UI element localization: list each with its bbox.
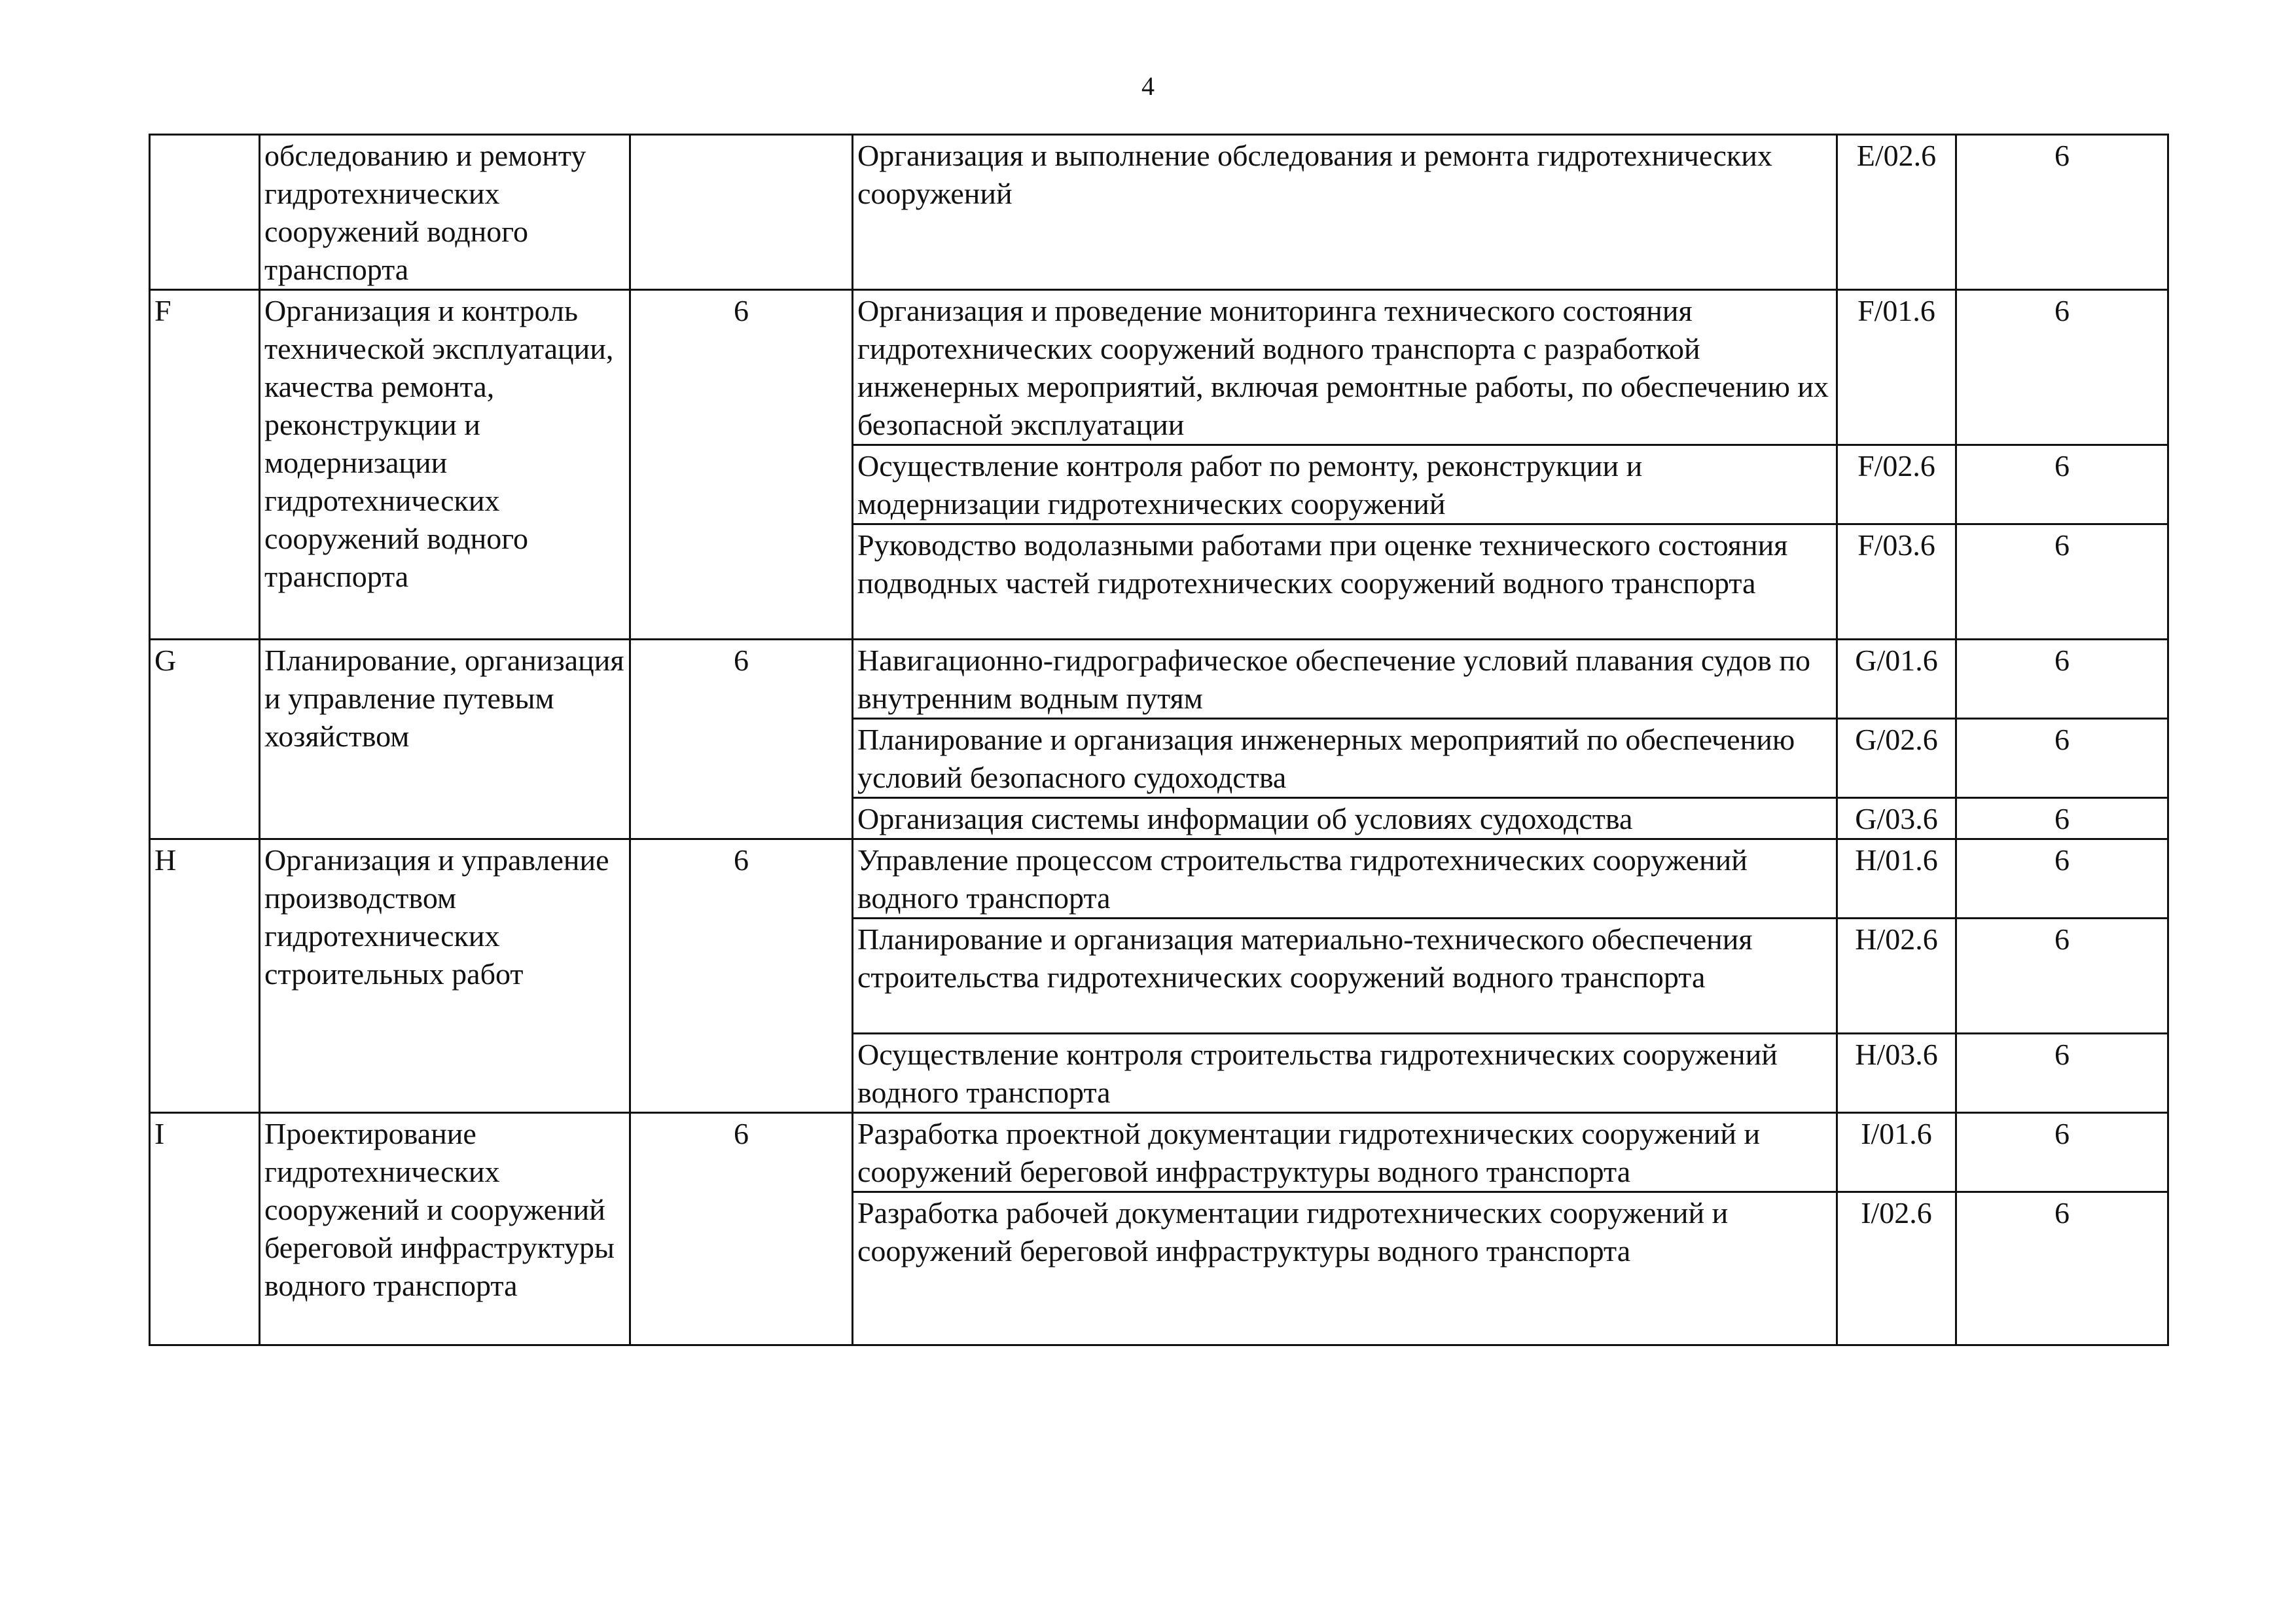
function-level: 6 xyxy=(1956,798,2168,839)
function-name: Организация и проведение мониторинга технического состояния гидротехнических сооружений водного транспорта с разработкой инженерных мероприятий, включая ремонтные работы, по обеспечению их безопасной эксплуатации xyxy=(853,290,1837,445)
function-code: F/03.6 xyxy=(1837,524,1956,640)
group-code: I xyxy=(150,1113,260,1345)
function-code: F/02.6 xyxy=(1837,445,1956,524)
group-level: 6 xyxy=(630,839,853,1113)
function-name: Разработка проектной документации гидротехнических сооружений и сооружений береговой инфраструктуры водного транспорта xyxy=(853,1113,1837,1192)
group-level: 6 xyxy=(630,640,853,839)
group-name: Планирование, организация и управление путевым хозяйством xyxy=(260,640,630,839)
table-row xyxy=(150,1113,2168,1192)
group-name: Проектирование гидротехнических сооружений и сооружений береговой инфраструктуры водного транспорта xyxy=(260,1113,630,1345)
function-level: 6 xyxy=(1956,290,2168,445)
table-row xyxy=(150,290,2168,445)
function-name: Руководство водолазными работами при оценке технического состояния подводных частей гидротехнических сооружений водного транспорта xyxy=(853,524,1837,640)
group-code: G xyxy=(150,640,260,839)
group-name: обследованию и ремонту гидротехнических сооружений водного транспорта xyxy=(260,135,630,290)
function-level: 6 xyxy=(1956,640,2168,719)
function-code: F/01.6 xyxy=(1837,290,1956,445)
function-level: 6 xyxy=(1956,719,2168,798)
function-name: Осуществление контроля строительства гидротехнических сооружений водного транспорта xyxy=(853,1034,1837,1113)
group-code xyxy=(150,135,260,290)
function-code: G/01.6 xyxy=(1837,640,1956,719)
table-row xyxy=(150,135,2168,290)
function-level: 6 xyxy=(1956,445,2168,524)
function-code: I/01.6 xyxy=(1837,1113,1956,1192)
function-name: Планирование и организация инженерных мероприятий по обеспечению условий безопасного судоходства xyxy=(853,719,1837,798)
function-code: H/03.6 xyxy=(1837,1034,1956,1113)
labor-functions-table xyxy=(149,134,2169,1346)
function-level: 6 xyxy=(1956,1034,2168,1113)
function-name: Разработка рабочей документации гидротехнических сооружений и сооружений береговой инфраструктуры водного транспорта xyxy=(853,1192,1837,1345)
function-code: G/03.6 xyxy=(1837,798,1956,839)
function-level: 6 xyxy=(1956,135,2168,290)
group-level xyxy=(630,135,853,290)
group-code: F xyxy=(150,290,260,640)
function-code: H/01.6 xyxy=(1837,839,1956,919)
group-level: 6 xyxy=(630,1113,853,1345)
group-name: Организация и контроль технической эксплуатации, качества ремонта, реконструкции и модернизации гидротехнических сооружений водного транспорта xyxy=(260,290,630,640)
function-level: 6 xyxy=(1956,524,2168,640)
function-code: E/02.6 xyxy=(1837,135,1956,290)
function-level: 6 xyxy=(1956,1192,2168,1345)
group-level: 6 xyxy=(630,290,853,640)
function-code: I/02.6 xyxy=(1837,1192,1956,1345)
function-name: Организация системы информации об условиях судоходства xyxy=(853,798,1837,839)
function-name: Осуществление контроля работ по ремонту, реконструкции и модернизации гидротехнических сооружений xyxy=(853,445,1837,524)
function-level: 6 xyxy=(1956,839,2168,919)
function-level: 6 xyxy=(1956,919,2168,1034)
table-row xyxy=(150,839,2168,919)
function-code: G/02.6 xyxy=(1837,719,1956,798)
function-name: Организация и выполнение обследования и ремонта гидротехнических сооружений xyxy=(853,135,1837,290)
group-code: H xyxy=(150,839,260,1113)
function-code: H/02.6 xyxy=(1837,919,1956,1034)
function-name: Планирование и организация материально-технического обеспечения строительства гидротехнических сооружений водного транспорта xyxy=(853,919,1837,1034)
function-name: Управление процессом строительства гидротехнических сооружений водного транспорта xyxy=(853,839,1837,919)
function-name: Навигационно-гидрографическое обеспечение условий плавания судов по внутренним водным путям xyxy=(853,640,1837,719)
page-number: 4 xyxy=(1141,71,1155,101)
group-name: Организация и управление производством гидротехнических строительных работ xyxy=(260,839,630,1113)
function-level: 6 xyxy=(1956,1113,2168,1192)
table-row xyxy=(150,640,2168,719)
